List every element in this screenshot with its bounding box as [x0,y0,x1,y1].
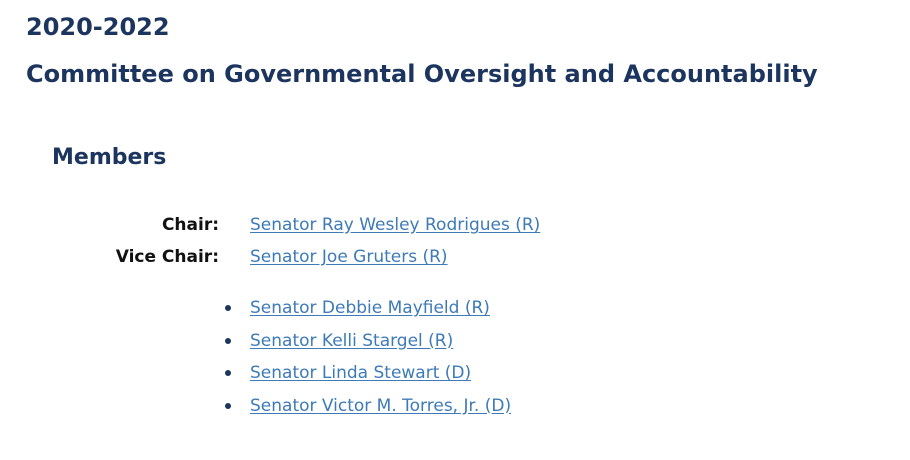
list-item [0,392,910,425]
list-item [0,327,910,360]
member-link[interactable]: Senator Kelli Stargel (R) [250,330,454,351]
chair-label: Chair: [161,215,219,235]
bullet-icon [225,370,231,376]
bullet-icon [225,305,231,311]
member-list [0,294,910,424]
bullet-icon [225,403,231,409]
vice-chair-row [0,243,910,271]
member-link[interactable]: Senator Victor M. Torres, Jr. (D) [250,395,512,416]
list-item [0,359,910,392]
vice-chair-label: Vice Chair: [115,247,219,267]
member-link[interactable]: Senator Debbie Mayfield (R) [250,298,490,318]
chair-row [0,211,910,239]
committee-title: Committee on Governmental Oversight and Accountability [26,60,818,88]
member-link[interactable]: Senator Linda Stewart (D) [250,363,472,383]
vice-chair-member-link[interactable]: Senator Joe Gruters (R) [250,247,448,267]
members-heading: Members [52,145,167,170]
chair-member-link[interactable]: Senator Ray Wesley Rodrigues (R) [250,215,541,235]
bullet-icon [225,338,231,344]
session-year: 2020-2022 [26,13,170,41]
list-item [0,294,910,327]
